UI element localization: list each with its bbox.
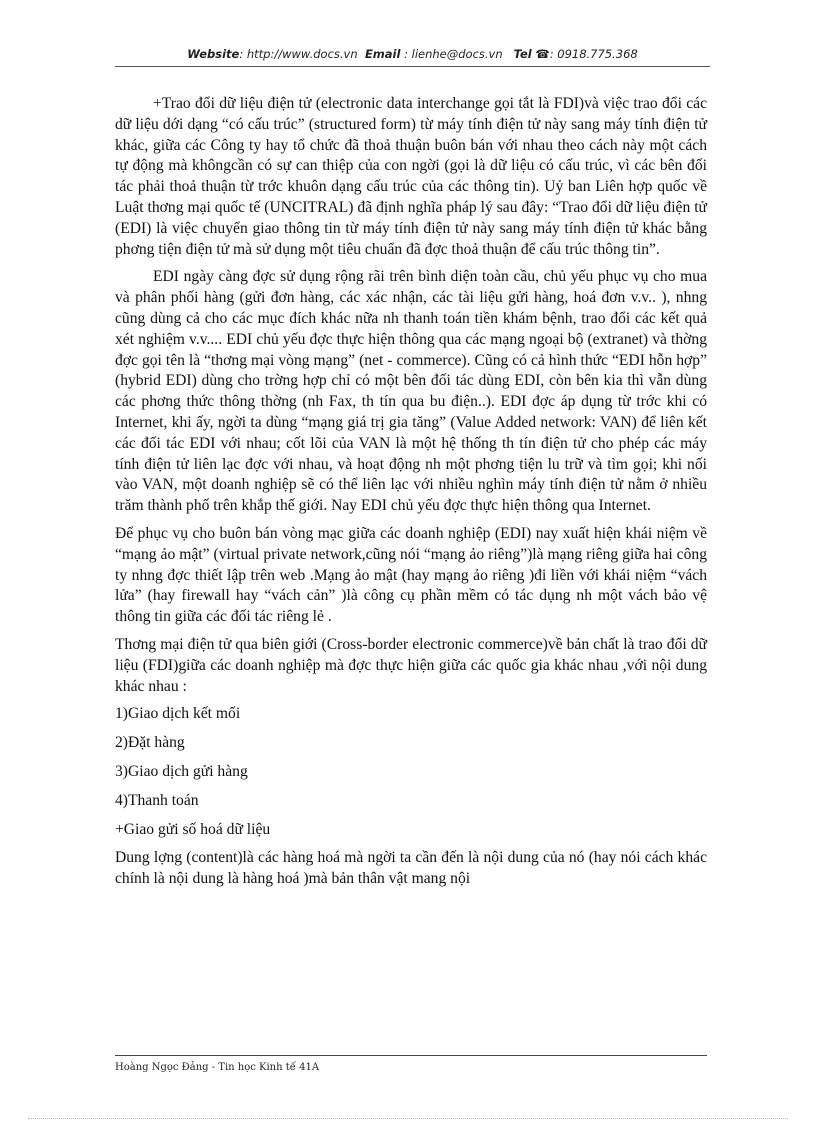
list-item: 4)Thanh toán	[115, 791, 199, 809]
tel-value: : 0918.775.368	[549, 47, 638, 61]
list-item: 3)Giao dịch gửi hàng	[115, 762, 248, 780]
paragraph-cross-border: Thơng mại điện tử qua biên giới (Cross-border electronic commerce)về bản chất là trao đổi dữ liệu (FDI)giữa các doanh nghiệp mà đợc thực hiện giữa các quốc gia khác nhau ,với nội dung khác nhau :	[115, 635, 707, 695]
page-edge-divider	[28, 1118, 788, 1119]
list-item: +Giao gửi số hoá dữ liệu	[115, 820, 271, 838]
phone-icon: ☎	[535, 47, 550, 61]
paragraph-edi-definition: +Trao đổi dữ liệu điện tử (electronic data interchange gọi tắt là FDI)và việc trao đổi các dữ liệu dới dạng “có cấu trúc” (structured form) từ máy tính điện tử này sang máy tính điện tử khác, giữa các Công ty hay tổ chức đã thoả thuận buôn bán với nhau theo cách này một cách tự động mà khôngcần có sự can thiệp của con ngời (gọi là dữ liệu có cấu trúc, vì các bên đối tác phải thoả thuận từ trớc khuôn dạng cấu trúc của các thông tin). Uỷ ban Liên hợp quốc về Luật thơng mại quốc tế (UNCITRAL) đã định nghĩa pháp lý sau đây: “Trao đổi dữ liệu điện tử (EDI) là việc chuyển giao thông tin từ máy tính điện tử này sang máy tính điện tử khác bằng phơng tiện điện tử mà sử dụng một tiêu chuẩn đã đợc thoả thuận để cấu trúc thông tin”.	[115, 95, 707, 258]
list-item: 1)Giao dịch kết mối	[115, 705, 241, 723]
page-footer: Hoàng Ngọc Đảng - Tin học Kinh tế 41A	[115, 1062, 320, 1073]
paragraph-virtual-private-network: Để phục vụ cho buôn bán vòng mạc giữa các doanh nghiệp (EDI) nay xuất hiện khái niệm về “mạng ảo mật” (virtual private network,cũng nói “mạng ảo riêng”)là mạng riêng giữa hai công ty nhng đợc thiết lập trên web .Mạng ảo mật (hay mạng ảo riêng )đi liền với khái niệm “vách lửa” (hay firewall hay “vách cản” )là công cụ phần mềm có tác dụng nh một vách bảo vệ thông tin giữa các đối tác riêng lẻ .	[115, 524, 707, 626]
list-item: 2)Đặt hàng	[115, 734, 185, 752]
email-value[interactable]: : lienhe@docs.vn	[404, 47, 503, 61]
paragraph-edi-usage: EDI ngày càng đợc sử dụng rộng rãi trên bình diện toàn cầu, chủ yếu phục vụ cho mua và phân phối hàng (gửi đơn hàng, các xác nhận, các tài liệu gửi hàng, hoá đơn v.v.. ), nhng cũng dùng cả cho các mục đích khác nữa nh thanh toán tiền khám bệnh, trao đổi các kết quả xét nghiệm v.v.... EDI chủ yếu đợc thực hiện thông qua các mạng ngoại bộ (extranet) và thờng đợc gọi tên là “thơng mại vòng mạng” (net - commerce). Cũng có cả hình thức “EDI hỗn hợp” (hybrid EDI) dùng cho trờng hợp chỉ có một bên đối tác dùng EDI, còn bên kia thì vẫn dùng các phơng thức thông thờng (nh Fax, th tín qua bu điện..). EDI đợc áp dụng từ trớc khi có Internet, khi ấy, ngời ta dùng “mạng giá trị gia tăng” (Value Added network: VAN) để liên kết các đối tác EDI với nhau; cốt lõi của VAN là một hệ thống th tín điện tử cho phép các máy tính điện tử liên lạc đợc với nhau, và hoạt động nh một phơng tiện lu trữ và tìm gọi; khi nối vào VAN, một doanh nghiệp sẽ có thể liên lạc với nhiều nghìn máy tính điện tử nằm ở nhiều trăm thành phố trên khắp thế giới. Nay EDI chủ yếu đợc thực hiện thông qua Internet.	[115, 268, 707, 515]
page-header	[115, 47, 710, 61]
footer-divider	[115, 1055, 707, 1056]
tel-label: Tel	[513, 47, 532, 61]
website-label: Website	[187, 47, 240, 61]
header-divider	[115, 66, 710, 67]
website-value[interactable]: : http://www.docs.vn	[239, 47, 358, 61]
email-label: Email	[364, 47, 401, 61]
document-body	[115, 94, 707, 897]
paragraph-content: Dung lợng (content)là các hàng hoá mà ngời ta cần đến là nội dung của nó (hay nói cách khác chính là nội dung là hàng hoá )mà bản thân vật mang nội	[115, 849, 707, 888]
